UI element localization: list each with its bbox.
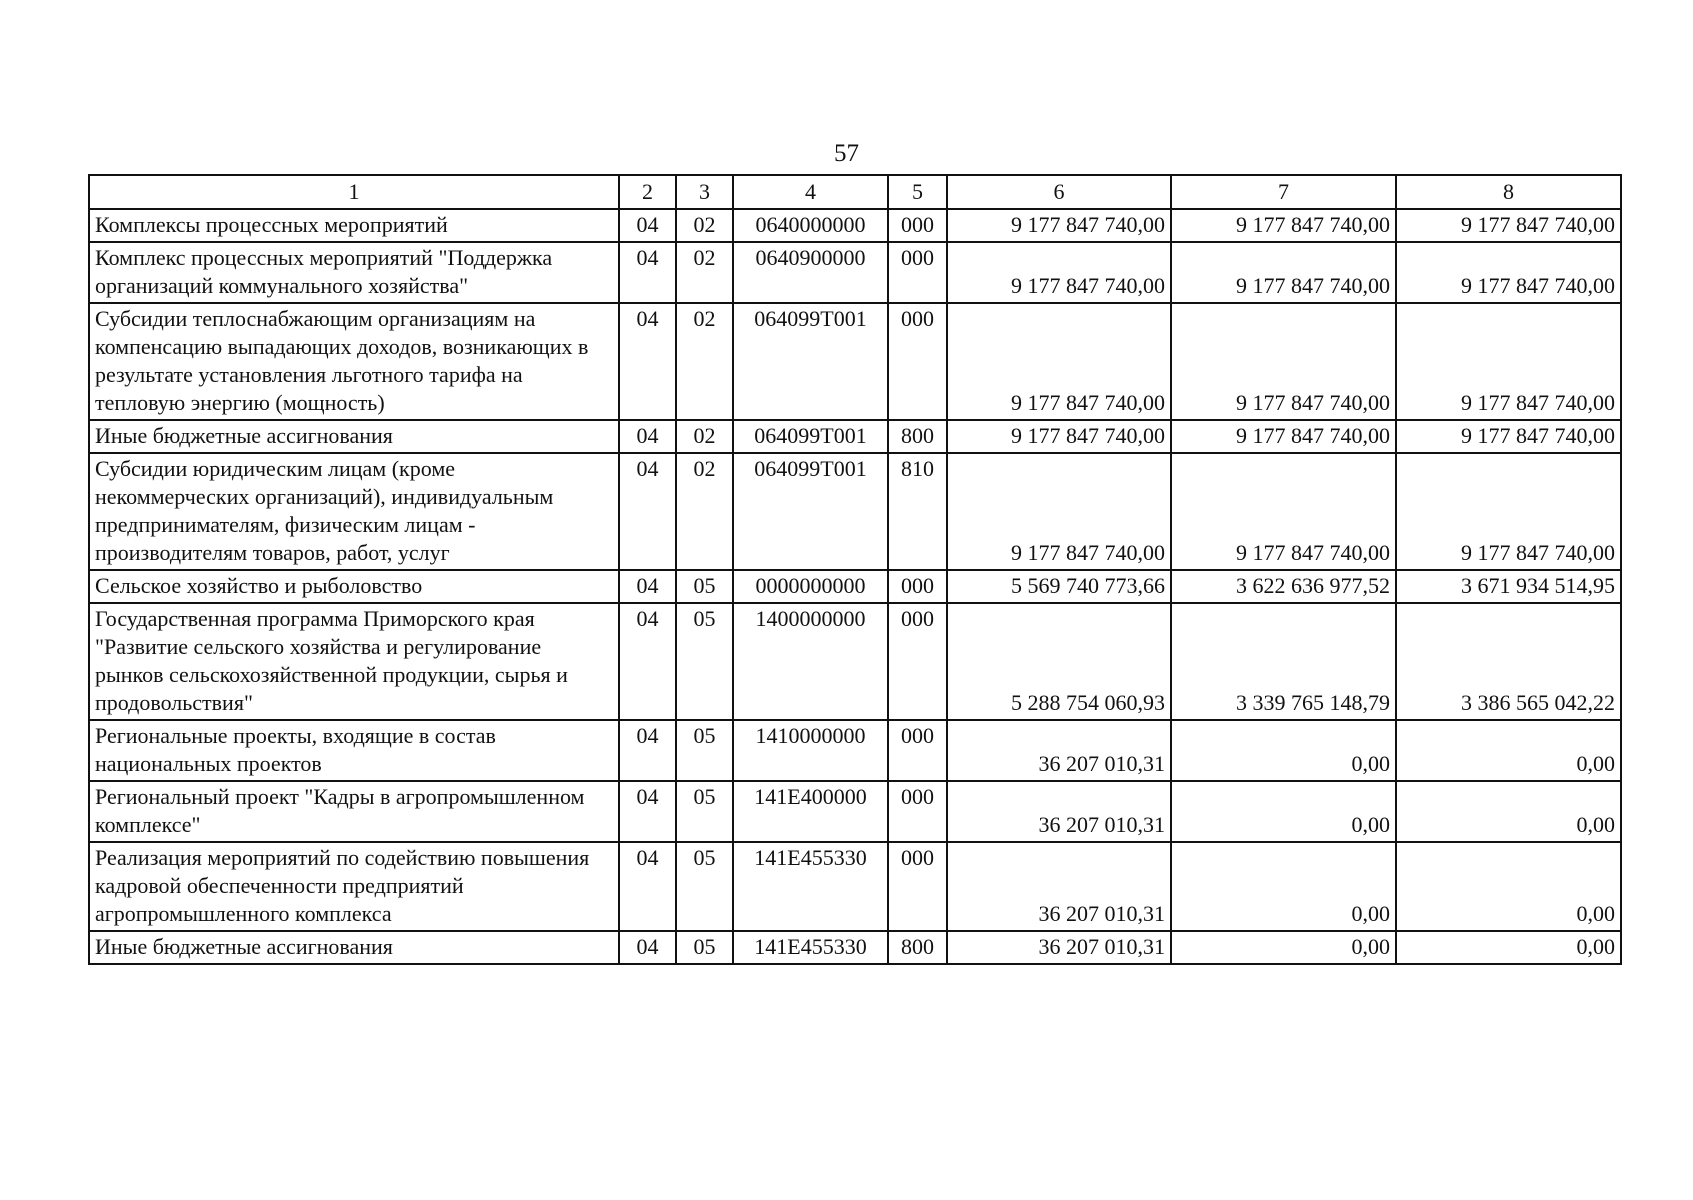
row-name-cell: Региональный проект "Кадры в агропромышленном комплексе" [89, 781, 619, 842]
section-code-cell: 04 [619, 931, 676, 964]
column-header-3: 3 [676, 175, 733, 209]
row-name-cell: Субсидии юридическим лицам (кроме некоммерческих организаций), индивидуальным предпринимателям, физическим лицам - производителям товаров, работ, услуг [89, 453, 619, 570]
amount-col8-cell: 9 177 847 740,00 [1396, 242, 1621, 303]
amount-col6-cell: 9 177 847 740,00 [947, 420, 1171, 453]
table-row [89, 570, 1621, 603]
subsection-code-cell: 02 [676, 209, 733, 242]
amount-col8-cell: 0,00 [1396, 720, 1621, 781]
amount-col7-cell: 0,00 [1171, 842, 1396, 931]
amount-col6-cell: 9 177 847 740,00 [947, 453, 1171, 570]
row-name-cell: Реализация мероприятий по содействию повышения кадровой обеспеченности предприятий агропромышленного комплекса [89, 842, 619, 931]
target-article-cell: 064099Т001 [733, 303, 888, 420]
amount-col7-cell: 3 622 636 977,52 [1171, 570, 1396, 603]
expense-type-cell: 000 [888, 303, 947, 420]
expense-type-cell: 000 [888, 781, 947, 842]
expense-type-cell: 000 [888, 720, 947, 781]
section-code-cell: 04 [619, 303, 676, 420]
target-article-cell: 1410000000 [733, 720, 888, 781]
section-code-cell: 04 [619, 420, 676, 453]
target-article-cell: 141Е400000 [733, 781, 888, 842]
row-name-cell: Сельское хозяйство и рыболовство [89, 570, 619, 603]
subsection-code-cell: 05 [676, 842, 733, 931]
amount-col6-cell: 5 569 740 773,66 [947, 570, 1171, 603]
expense-type-cell: 810 [888, 453, 947, 570]
amount-col8-cell: 9 177 847 740,00 [1396, 303, 1621, 420]
expense-type-cell: 000 [888, 603, 947, 720]
subsection-code-cell: 02 [676, 420, 733, 453]
expense-type-cell: 000 [888, 242, 947, 303]
column-header-8: 8 [1396, 175, 1621, 209]
amount-col6-cell: 36 207 010,31 [947, 720, 1171, 781]
section-code-cell: 04 [619, 209, 676, 242]
table-header-row [89, 175, 1621, 209]
column-header-1: 1 [89, 175, 619, 209]
amount-col6-cell: 9 177 847 740,00 [947, 209, 1171, 242]
section-code-cell: 04 [619, 453, 676, 570]
section-code-cell: 04 [619, 720, 676, 781]
amount-col6-cell: 36 207 010,31 [947, 842, 1171, 931]
table-row [89, 603, 1621, 720]
target-article-cell: 0000000000 [733, 570, 888, 603]
amount-col7-cell: 9 177 847 740,00 [1171, 303, 1396, 420]
row-name-cell: Региональные проекты, входящие в состав национальных проектов [89, 720, 619, 781]
target-article-cell: 141Е455330 [733, 842, 888, 931]
amount-col8-cell: 3 386 565 042,22 [1396, 603, 1621, 720]
row-name-cell: Иные бюджетные ассигнования [89, 931, 619, 964]
amount-col6-cell: 36 207 010,31 [947, 781, 1171, 842]
row-name-cell: Комплекс процессных мероприятий "Поддержка организаций коммунального хозяйства" [89, 242, 619, 303]
amount-col7-cell: 9 177 847 740,00 [1171, 242, 1396, 303]
subsection-code-cell: 05 [676, 720, 733, 781]
budget-table [88, 174, 1622, 965]
amount-col6-cell: 9 177 847 740,00 [947, 242, 1171, 303]
row-name-cell: Иные бюджетные ассигнования [89, 420, 619, 453]
column-header-6: 6 [947, 175, 1171, 209]
table-row [89, 242, 1621, 303]
page-number: 57 [834, 140, 859, 167]
amount-col6-cell: 5 288 754 060,93 [947, 603, 1171, 720]
section-code-cell: 04 [619, 242, 676, 303]
amount-col6-cell: 9 177 847 740,00 [947, 303, 1171, 420]
amount-col8-cell: 0,00 [1396, 781, 1621, 842]
target-article-cell: 0640900000 [733, 242, 888, 303]
amount-col7-cell: 0,00 [1171, 720, 1396, 781]
amount-col8-cell: 0,00 [1396, 931, 1621, 964]
amount-col8-cell: 9 177 847 740,00 [1396, 453, 1621, 570]
table-row [89, 931, 1621, 964]
table-row [89, 420, 1621, 453]
subsection-code-cell: 05 [676, 781, 733, 842]
amount-col7-cell: 9 177 847 740,00 [1171, 420, 1396, 453]
amount-col8-cell: 0,00 [1396, 842, 1621, 931]
amount-col7-cell: 0,00 [1171, 781, 1396, 842]
subsection-code-cell: 02 [676, 303, 733, 420]
table-row [89, 842, 1621, 931]
amount-col7-cell: 9 177 847 740,00 [1171, 453, 1396, 570]
expense-type-cell: 800 [888, 420, 947, 453]
target-article-cell: 0640000000 [733, 209, 888, 242]
row-name-cell: Комплексы процессных мероприятий [89, 209, 619, 242]
amount-col7-cell: 3 339 765 148,79 [1171, 603, 1396, 720]
amount-col6-cell: 36 207 010,31 [947, 931, 1171, 964]
target-article-cell: 1400000000 [733, 603, 888, 720]
amount-col8-cell: 9 177 847 740,00 [1396, 420, 1621, 453]
row-name-cell: Государственная программа Приморского края "Развитие сельского хозяйства и регулирование рынков сельскохозяйственной продукции, сырья и продовольствия" [89, 603, 619, 720]
section-code-cell: 04 [619, 570, 676, 603]
table-row [89, 720, 1621, 781]
column-header-4: 4 [733, 175, 888, 209]
table-row [89, 209, 1621, 242]
subsection-code-cell: 02 [676, 242, 733, 303]
section-code-cell: 04 [619, 603, 676, 720]
section-code-cell: 04 [619, 842, 676, 931]
table-row [89, 453, 1621, 570]
section-code-cell: 04 [619, 781, 676, 842]
amount-col8-cell: 3 671 934 514,95 [1396, 570, 1621, 603]
table-row [89, 781, 1621, 842]
expense-type-cell: 000 [888, 570, 947, 603]
subsection-code-cell: 05 [676, 570, 733, 603]
amount-col8-cell: 9 177 847 740,00 [1396, 209, 1621, 242]
expense-type-cell: 800 [888, 931, 947, 964]
table-row [89, 303, 1621, 420]
subsection-code-cell: 05 [676, 603, 733, 720]
subsection-code-cell: 05 [676, 931, 733, 964]
expense-type-cell: 000 [888, 842, 947, 931]
column-header-2: 2 [619, 175, 676, 209]
subsection-code-cell: 02 [676, 453, 733, 570]
column-header-5: 5 [888, 175, 947, 209]
row-name-cell: Субсидии теплоснабжающим организациям на компенсацию выпадающих доходов, возникающих в результате установления льготного тарифа на тепловую энергию (мощность) [89, 303, 619, 420]
target-article-cell: 141Е455330 [733, 931, 888, 964]
column-header-7: 7 [1171, 175, 1396, 209]
expense-type-cell: 000 [888, 209, 947, 242]
target-article-cell: 064099Т001 [733, 420, 888, 453]
amount-col7-cell: 0,00 [1171, 931, 1396, 964]
target-article-cell: 064099Т001 [733, 453, 888, 570]
amount-col7-cell: 9 177 847 740,00 [1171, 209, 1396, 242]
